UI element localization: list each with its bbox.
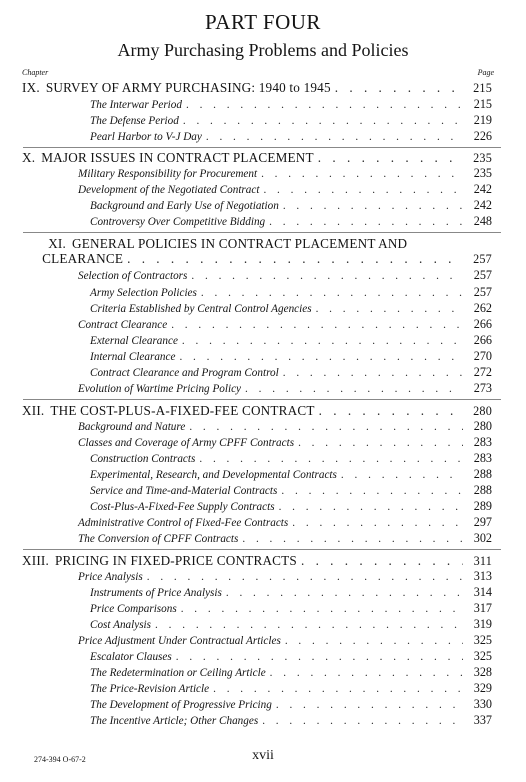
section-title: Controversy Over Competitive Bidding bbox=[90, 216, 266, 228]
section-title: Background and Nature bbox=[78, 421, 186, 433]
page-ref: 242 bbox=[473, 198, 492, 212]
chapter-number: XI. bbox=[48, 236, 66, 251]
dot-leader bbox=[226, 587, 463, 599]
part-title: PART FOUR bbox=[205, 10, 321, 34]
page-ref: 242 bbox=[473, 182, 492, 196]
page-ref: 257 bbox=[473, 252, 492, 266]
section-entry bbox=[78, 435, 492, 451]
dot-leader bbox=[319, 403, 463, 419]
section-entry bbox=[90, 713, 492, 729]
page-ref: 235 bbox=[473, 151, 492, 165]
section-title: Evolution of Wartime Pricing Policy bbox=[78, 383, 242, 395]
dot-leader bbox=[191, 270, 463, 282]
dot-leader bbox=[245, 383, 463, 395]
dot-leader bbox=[285, 635, 463, 647]
dot-leader bbox=[298, 437, 463, 449]
section-title: Criteria Established by Central Control Agencies bbox=[90, 303, 312, 315]
page-ref: 248 bbox=[473, 214, 492, 228]
section-title: Development of the Negotiated Contract bbox=[78, 184, 260, 196]
page-ref: 328 bbox=[473, 665, 492, 679]
page-ref: 311 bbox=[473, 554, 492, 568]
section-entry bbox=[78, 515, 492, 531]
section-title: The Development of Progressive Pricing bbox=[90, 699, 272, 711]
section-entry bbox=[78, 268, 492, 284]
page-ref: 314 bbox=[473, 585, 492, 599]
dot-leader bbox=[262, 715, 463, 727]
page-ref: 283 bbox=[473, 451, 492, 465]
section-entry bbox=[90, 97, 492, 113]
page-ref: 266 bbox=[473, 333, 492, 347]
dot-leader bbox=[263, 184, 463, 196]
page-ref: 215 bbox=[473, 97, 492, 111]
dot-leader bbox=[341, 469, 463, 481]
page-column-heading: Page bbox=[477, 68, 494, 77]
dot-leader bbox=[283, 200, 463, 212]
section-entry bbox=[90, 349, 492, 365]
section-entry bbox=[90, 697, 492, 713]
section-entry bbox=[90, 617, 492, 633]
section-entry bbox=[78, 633, 492, 649]
page-ref: 257 bbox=[473, 268, 492, 282]
page-ref: 319 bbox=[473, 617, 492, 631]
dot-leader bbox=[269, 216, 463, 228]
dot-leader bbox=[155, 619, 463, 631]
page-ref: 297 bbox=[473, 515, 492, 529]
print-code: 274-394 O-67-2 bbox=[34, 755, 86, 764]
page-ref: 257 bbox=[473, 285, 492, 299]
section-entry bbox=[90, 333, 492, 349]
section-entry bbox=[90, 499, 492, 515]
dot-leader bbox=[279, 501, 463, 513]
page-ref: 266 bbox=[473, 317, 492, 331]
page-ref: 215 bbox=[473, 81, 492, 95]
section-title: The Defense Period bbox=[90, 115, 179, 127]
section-entry bbox=[90, 649, 492, 665]
section-title: External Clearance bbox=[90, 335, 178, 347]
section-entry bbox=[90, 483, 492, 499]
section-title: Cost Analysis bbox=[90, 619, 152, 631]
section-entry bbox=[90, 214, 492, 230]
page-ref: 283 bbox=[473, 435, 492, 449]
chapter-entry bbox=[22, 553, 492, 569]
chapter-number: IX. bbox=[22, 80, 40, 95]
section-title: Experimental, Research, and Developmental Contracts bbox=[90, 469, 337, 481]
dot-leader bbox=[318, 150, 463, 166]
dot-leader bbox=[147, 571, 463, 583]
section-title: Administrative Control of Fixed-Fee Contracts bbox=[78, 517, 289, 529]
dot-leader bbox=[179, 351, 463, 363]
section-title: Background and Early Use of Negotiation bbox=[90, 200, 279, 212]
section-entry bbox=[90, 365, 492, 381]
section-title: Army Selection Policies bbox=[90, 287, 197, 299]
chapter-divider bbox=[23, 549, 501, 550]
dot-leader bbox=[206, 131, 463, 143]
page-ref: 325 bbox=[473, 633, 492, 647]
page-ref: 325 bbox=[473, 649, 492, 663]
section-entry bbox=[78, 569, 492, 585]
section-title: Internal Clearance bbox=[90, 351, 176, 363]
chapter-entry bbox=[22, 251, 492, 267]
dot-leader bbox=[276, 699, 463, 711]
dot-leader bbox=[181, 603, 463, 615]
section-title: Contract Clearance and Program Control bbox=[90, 367, 279, 379]
dot-leader bbox=[171, 319, 463, 331]
section-entry bbox=[90, 198, 492, 214]
section-entry bbox=[78, 182, 492, 198]
section-title: Military Responsibility for Procurement bbox=[78, 168, 258, 180]
chapter-entry bbox=[22, 236, 492, 252]
dot-leader bbox=[182, 335, 463, 347]
chapter-entry bbox=[22, 150, 492, 166]
chapter-title: MAJOR ISSUES IN CONTRACT PLACEMENT bbox=[41, 150, 314, 165]
section-title: The Price-Revision Article bbox=[90, 683, 210, 695]
page-ref: 219 bbox=[473, 113, 492, 127]
page-ref: 235 bbox=[473, 166, 492, 180]
page-ref: 273 bbox=[473, 381, 492, 395]
section-entry bbox=[78, 381, 492, 397]
page-ref: 329 bbox=[473, 681, 492, 695]
dot-leader bbox=[199, 453, 463, 465]
section-title: The Conversion of CPFF Contracts bbox=[78, 533, 239, 545]
dot-leader bbox=[242, 533, 463, 545]
chapter-number: XII. bbox=[22, 403, 45, 418]
page-ref: 313 bbox=[473, 569, 492, 583]
section-entry bbox=[90, 467, 492, 483]
section-entry bbox=[90, 681, 492, 697]
page-ref: 330 bbox=[473, 697, 492, 711]
dot-leader bbox=[301, 553, 463, 569]
section-title: Construction Contracts bbox=[90, 453, 196, 465]
chapter-number: XIII. bbox=[22, 553, 49, 568]
dot-leader bbox=[186, 99, 463, 111]
chapter-entry bbox=[22, 403, 492, 419]
section-title: Service and Time-and-Material Contracts bbox=[90, 485, 278, 497]
page-ref: 302 bbox=[473, 531, 492, 545]
section-title: Price Comparisons bbox=[90, 603, 177, 615]
chapter-title: GENERAL POLICIES IN CONTRACT PLACEMENT AND bbox=[72, 236, 408, 251]
section-title: Instruments of Price Analysis bbox=[90, 587, 222, 599]
page-number: xvii bbox=[252, 748, 274, 763]
chapter-number: X. bbox=[22, 150, 36, 165]
dot-leader bbox=[270, 667, 463, 679]
part-subtitle: Army Purchasing Problems and Policies bbox=[117, 40, 409, 60]
section-entry bbox=[78, 166, 492, 182]
page-ref: 270 bbox=[473, 349, 492, 363]
page-ref: 288 bbox=[473, 483, 492, 497]
page-ref: 280 bbox=[473, 404, 492, 418]
dot-leader bbox=[261, 168, 463, 180]
page-ref: 280 bbox=[473, 419, 492, 433]
page-ref: 288 bbox=[473, 467, 492, 481]
dot-leader bbox=[316, 303, 463, 315]
section-entry bbox=[90, 301, 492, 317]
section-entry bbox=[90, 285, 492, 301]
page-ref: 289 bbox=[473, 499, 492, 513]
section-title: Pearl Harbor to V-J Day bbox=[90, 131, 202, 143]
chapter-divider bbox=[23, 399, 501, 400]
section-title: Price Analysis bbox=[78, 571, 143, 583]
chapter-entry bbox=[22, 80, 492, 96]
dot-leader bbox=[183, 115, 463, 127]
chapter-title: PRICING IN FIXED-PRICE CONTRACTS bbox=[55, 553, 297, 568]
dot-leader bbox=[176, 651, 463, 663]
chapter-divider bbox=[23, 147, 501, 148]
section-entry bbox=[90, 601, 492, 617]
section-title: Classes and Coverage of Army CPFF Contracts bbox=[78, 437, 295, 449]
section-entry bbox=[78, 419, 492, 435]
page-ref: 272 bbox=[473, 365, 492, 379]
section-title: The Redetermination or Ceiling Article bbox=[90, 667, 266, 679]
page-ref: 337 bbox=[473, 713, 492, 727]
chapter-title: SURVEY OF ARMY PURCHASING: 1940 to 1945 bbox=[45, 80, 331, 95]
dot-leader bbox=[201, 287, 463, 299]
section-title: Cost-Plus-A-Fixed-Fee Supply Contracts bbox=[90, 501, 275, 513]
section-entry bbox=[90, 585, 492, 601]
dot-leader bbox=[281, 485, 463, 497]
page-ref: 262 bbox=[473, 301, 492, 315]
page-ref: 226 bbox=[473, 129, 492, 143]
dot-leader bbox=[335, 80, 463, 96]
dot-leader bbox=[292, 517, 463, 529]
chapter-title: CLEARANCE bbox=[42, 251, 124, 266]
section-entry bbox=[90, 451, 492, 467]
section-entry bbox=[78, 317, 492, 333]
section-title: The Incentive Article; Other Changes bbox=[90, 715, 259, 727]
dot-leader bbox=[189, 421, 463, 433]
chapter-divider bbox=[23, 232, 501, 233]
dot-leader bbox=[283, 367, 463, 379]
section-title: Contract Clearance bbox=[78, 319, 168, 331]
page-ref: 317 bbox=[473, 601, 492, 615]
section-title: Escalator Clauses bbox=[90, 651, 172, 663]
section-entry bbox=[90, 665, 492, 681]
section-title: Selection of Contractors bbox=[78, 270, 188, 282]
chapter-title: THE COST-PLUS-A-FIXED-FEE CONTRACT bbox=[50, 403, 315, 418]
section-entry bbox=[90, 129, 492, 145]
section-entry bbox=[90, 113, 492, 129]
section-title: The Interwar Period bbox=[90, 99, 182, 111]
section-entry bbox=[78, 531, 492, 547]
dot-leader bbox=[213, 683, 463, 695]
dot-leader bbox=[127, 251, 463, 267]
chapter-column-heading: Chapter bbox=[22, 68, 49, 77]
section-title: Price Adjustment Under Contractual Articles bbox=[78, 635, 281, 647]
